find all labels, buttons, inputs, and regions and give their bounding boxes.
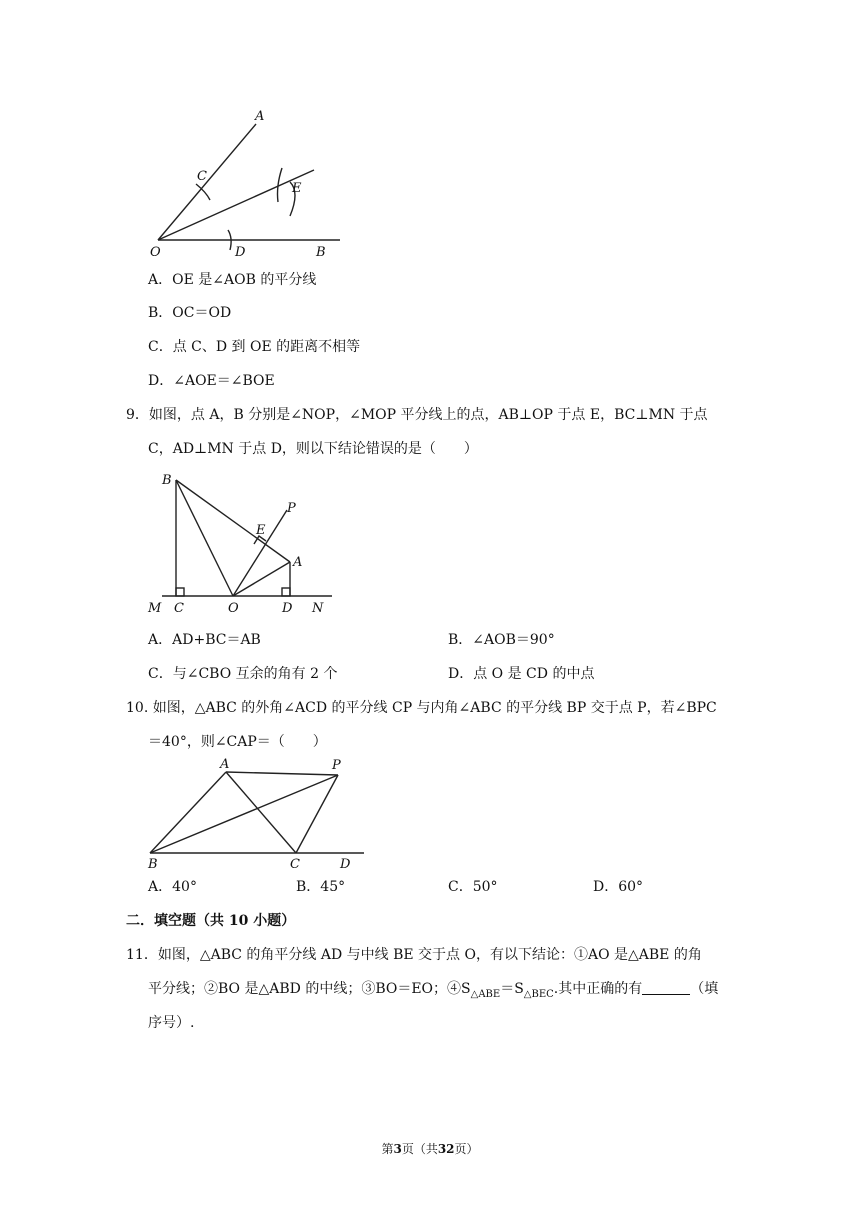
q9-option-c: C．与∠CBO 互余的角有 2 个 bbox=[148, 666, 338, 682]
q8-option-c: C．点 C、D 到 OE 的距离不相等 bbox=[148, 339, 361, 355]
q8-label-o: O bbox=[150, 245, 161, 260]
q11-stem-line2: 平分线；②BO 是△ABD 的中线；③BO＝EO；$④S_{\triangle ABE}=S_{\triangle BEC}$.其中正确的有 （填 bbox=[148, 981, 719, 1000]
q10-label-d: D bbox=[340, 857, 351, 872]
q10-option-d: D．60° bbox=[593, 879, 644, 895]
q9-label-n: N bbox=[312, 601, 324, 616]
q10-option-b: B．45° bbox=[296, 879, 346, 895]
q8-label-b: B bbox=[316, 245, 326, 260]
q10-label-b: B bbox=[148, 857, 158, 872]
q9-label-c: C bbox=[174, 601, 184, 616]
q9-label-d: D bbox=[282, 601, 293, 616]
q10-stem-line1: 10. 如图，△ABC 的外角∠ACD 的平分线 CP 与内角∠ABC 的平分线 BP 交于点 P，若∠BPC bbox=[126, 700, 717, 716]
q9-stem-line2: C，AD⊥MN 于点 D，则以下结论错误的是（ ） bbox=[148, 441, 478, 457]
q9-option-a: A．AD+BC＝AB bbox=[148, 632, 261, 648]
q8-label-a: A bbox=[255, 109, 265, 124]
q10-option-a: A．40° bbox=[148, 879, 197, 895]
q8-option-b: B．OC＝OD bbox=[148, 305, 232, 321]
q8-label-d: D bbox=[235, 245, 246, 260]
page-total: 32 bbox=[437, 1142, 455, 1156]
q11-stem-line3: 序号）. bbox=[148, 1015, 195, 1031]
q8-figure bbox=[140, 104, 340, 264]
q9-option-b: B．∠AOB＝90° bbox=[448, 632, 555, 648]
q10-figure bbox=[140, 752, 380, 874]
q9-figure bbox=[140, 466, 340, 618]
q9-option-d: D．点 O 是 CD 的中点 bbox=[448, 666, 595, 682]
q8-label-e: E bbox=[292, 181, 302, 196]
q11-stem-line1: 11．如图，△ABC 的角平分线 AD 与中线 BE 交于点 O，有以下结论：①AO 是△ABE 的角 bbox=[126, 947, 702, 963]
q10-label-a: A bbox=[220, 757, 230, 772]
q8-label-c: C bbox=[197, 169, 207, 184]
q9-label-o: O bbox=[228, 601, 239, 616]
section-title-fill-in: 二．填空题（共 10 小题） bbox=[126, 913, 296, 929]
page-number: 3 bbox=[393, 1142, 402, 1156]
q9-label-e: E bbox=[256, 523, 266, 538]
q10-label-c: C bbox=[290, 857, 300, 872]
q9-label-p: P bbox=[287, 501, 296, 516]
q9-label-a: A bbox=[293, 555, 303, 570]
q10-label-p: P bbox=[332, 758, 341, 773]
q10-option-c: C．50° bbox=[448, 879, 498, 895]
q10-stem-line2: ＝40°，则∠CAP＝（ ） bbox=[148, 734, 327, 750]
q8-option-a: A．OE 是∠AOB 的平分线 bbox=[148, 272, 317, 288]
page-footer: 第3页（共32页） bbox=[381, 1142, 479, 1156]
q9-stem-line1: 9．如图，点 A，B 分别是∠NOP，∠MOP 平分线上的点，AB⊥OP 于点 E，BC⊥MN 于点 bbox=[126, 407, 708, 423]
q9-label-b: B bbox=[162, 473, 172, 488]
q11-answer-blank[interactable] bbox=[642, 980, 690, 995]
q8-option-d: D．∠AOE＝∠BOE bbox=[148, 373, 275, 389]
q9-label-m: M bbox=[148, 601, 162, 616]
